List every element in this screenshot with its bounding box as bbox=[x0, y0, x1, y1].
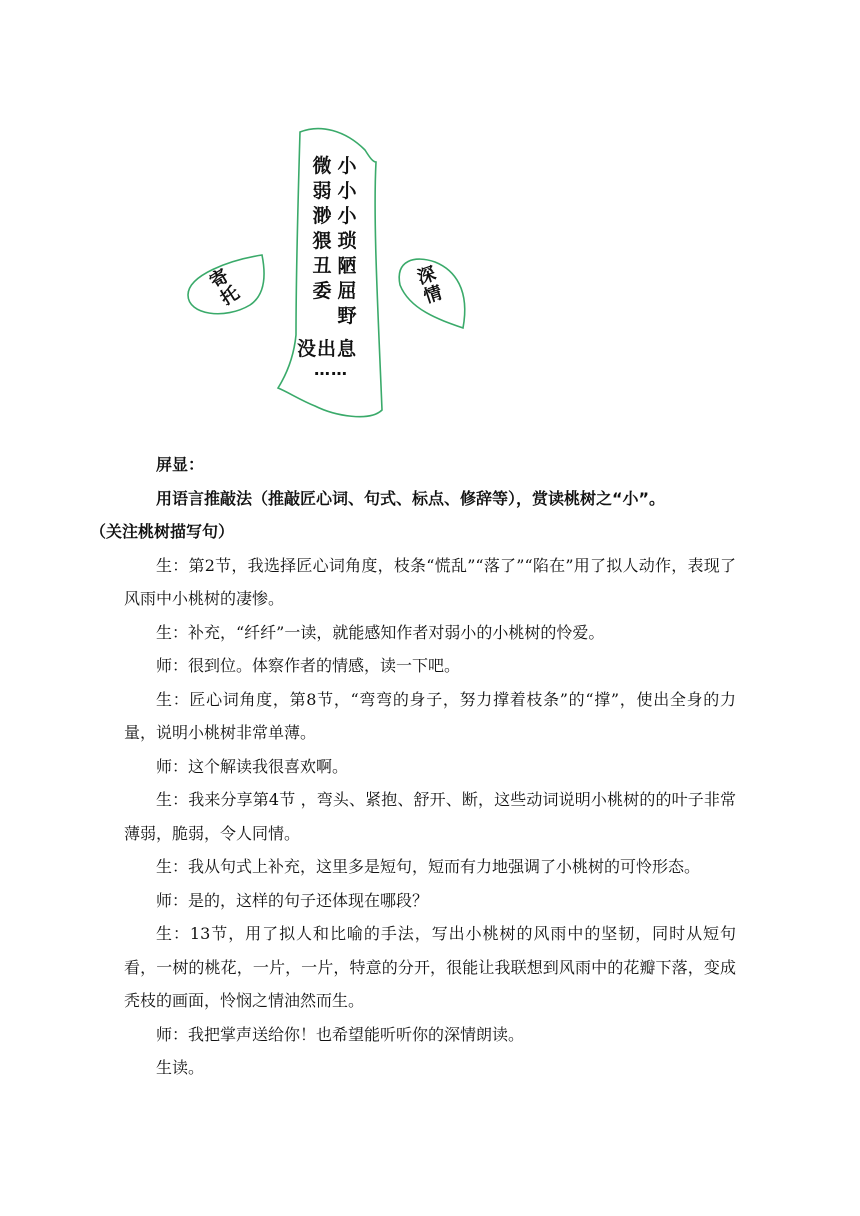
column-left-words: 微弱渺猥丑委 bbox=[312, 155, 332, 302]
paragraph: 师：是的，这样的句子还体现在哪段？ bbox=[156, 890, 429, 910]
paragraph: 生读。 bbox=[156, 1058, 205, 1077]
paragraph: 生：我从句式上补充，这里多是短句，短而有力地强调了小桃树的可怜形态。 bbox=[156, 857, 701, 876]
lesson-transcript bbox=[90, 448, 736, 1085]
paragraph: 生：补充，“纤纤”一读，就能感知作者对弱小的小桃树的怜爱。 bbox=[156, 622, 605, 642]
board-diagram bbox=[170, 110, 490, 430]
paragraph: 师：很到位。体察作者的情感，读一下吧。 bbox=[156, 656, 461, 675]
paragraph: 屏显： bbox=[156, 455, 205, 474]
column-right-words: 小小小琐陋屈野 bbox=[337, 155, 357, 327]
ellipsis: …… bbox=[314, 360, 348, 379]
right-leaf-label: 深情 bbox=[414, 263, 445, 308]
paragraph: 师：这个解读我很喜欢啊。 bbox=[156, 756, 349, 776]
paragraph: 生：13节，用了拟人和比喻的手法，写出小桃树的风雨中的坚韧，同时从短句看，一树的桃花，一片，一片，特意的分开，很能让我联想到风雨中的花瓣下落，变成秃枝的画面，怜悯之情油然而生。 bbox=[124, 924, 736, 1010]
left-leaf-label: 寄托 bbox=[206, 265, 244, 310]
paragraph: 生：匠心词角度，第8节，“弯弯的身子，努力撑着枝条”的“撑”，使出全身的力量，说明小桃树非常单薄。 bbox=[124, 689, 736, 742]
bottom-words: 没出息 bbox=[297, 338, 358, 360]
paragraph: （关注桃树描写句） bbox=[90, 522, 235, 541]
paragraph: 生：第2节，我选择匠心词角度，枝条“慌乱”“落了”“陷在”用了拟人动作，表现了风雨中小桃树的凄惨。 bbox=[124, 555, 736, 608]
paragraph: 师：我把掌声送给你！也希望能听听你的深情朗读。 bbox=[156, 1024, 525, 1044]
paragraph: 生：我来分享第4节 ，弯头、紧抱、舒开、断，这些动词说明小桃树的的叶子非常薄弱，脆弱，令人同情。 bbox=[124, 790, 736, 843]
paragraph: 用语言推敲法（推敲匠心词、句式、标点、修辞等），赏读桃树之“小”。 bbox=[156, 488, 666, 508]
